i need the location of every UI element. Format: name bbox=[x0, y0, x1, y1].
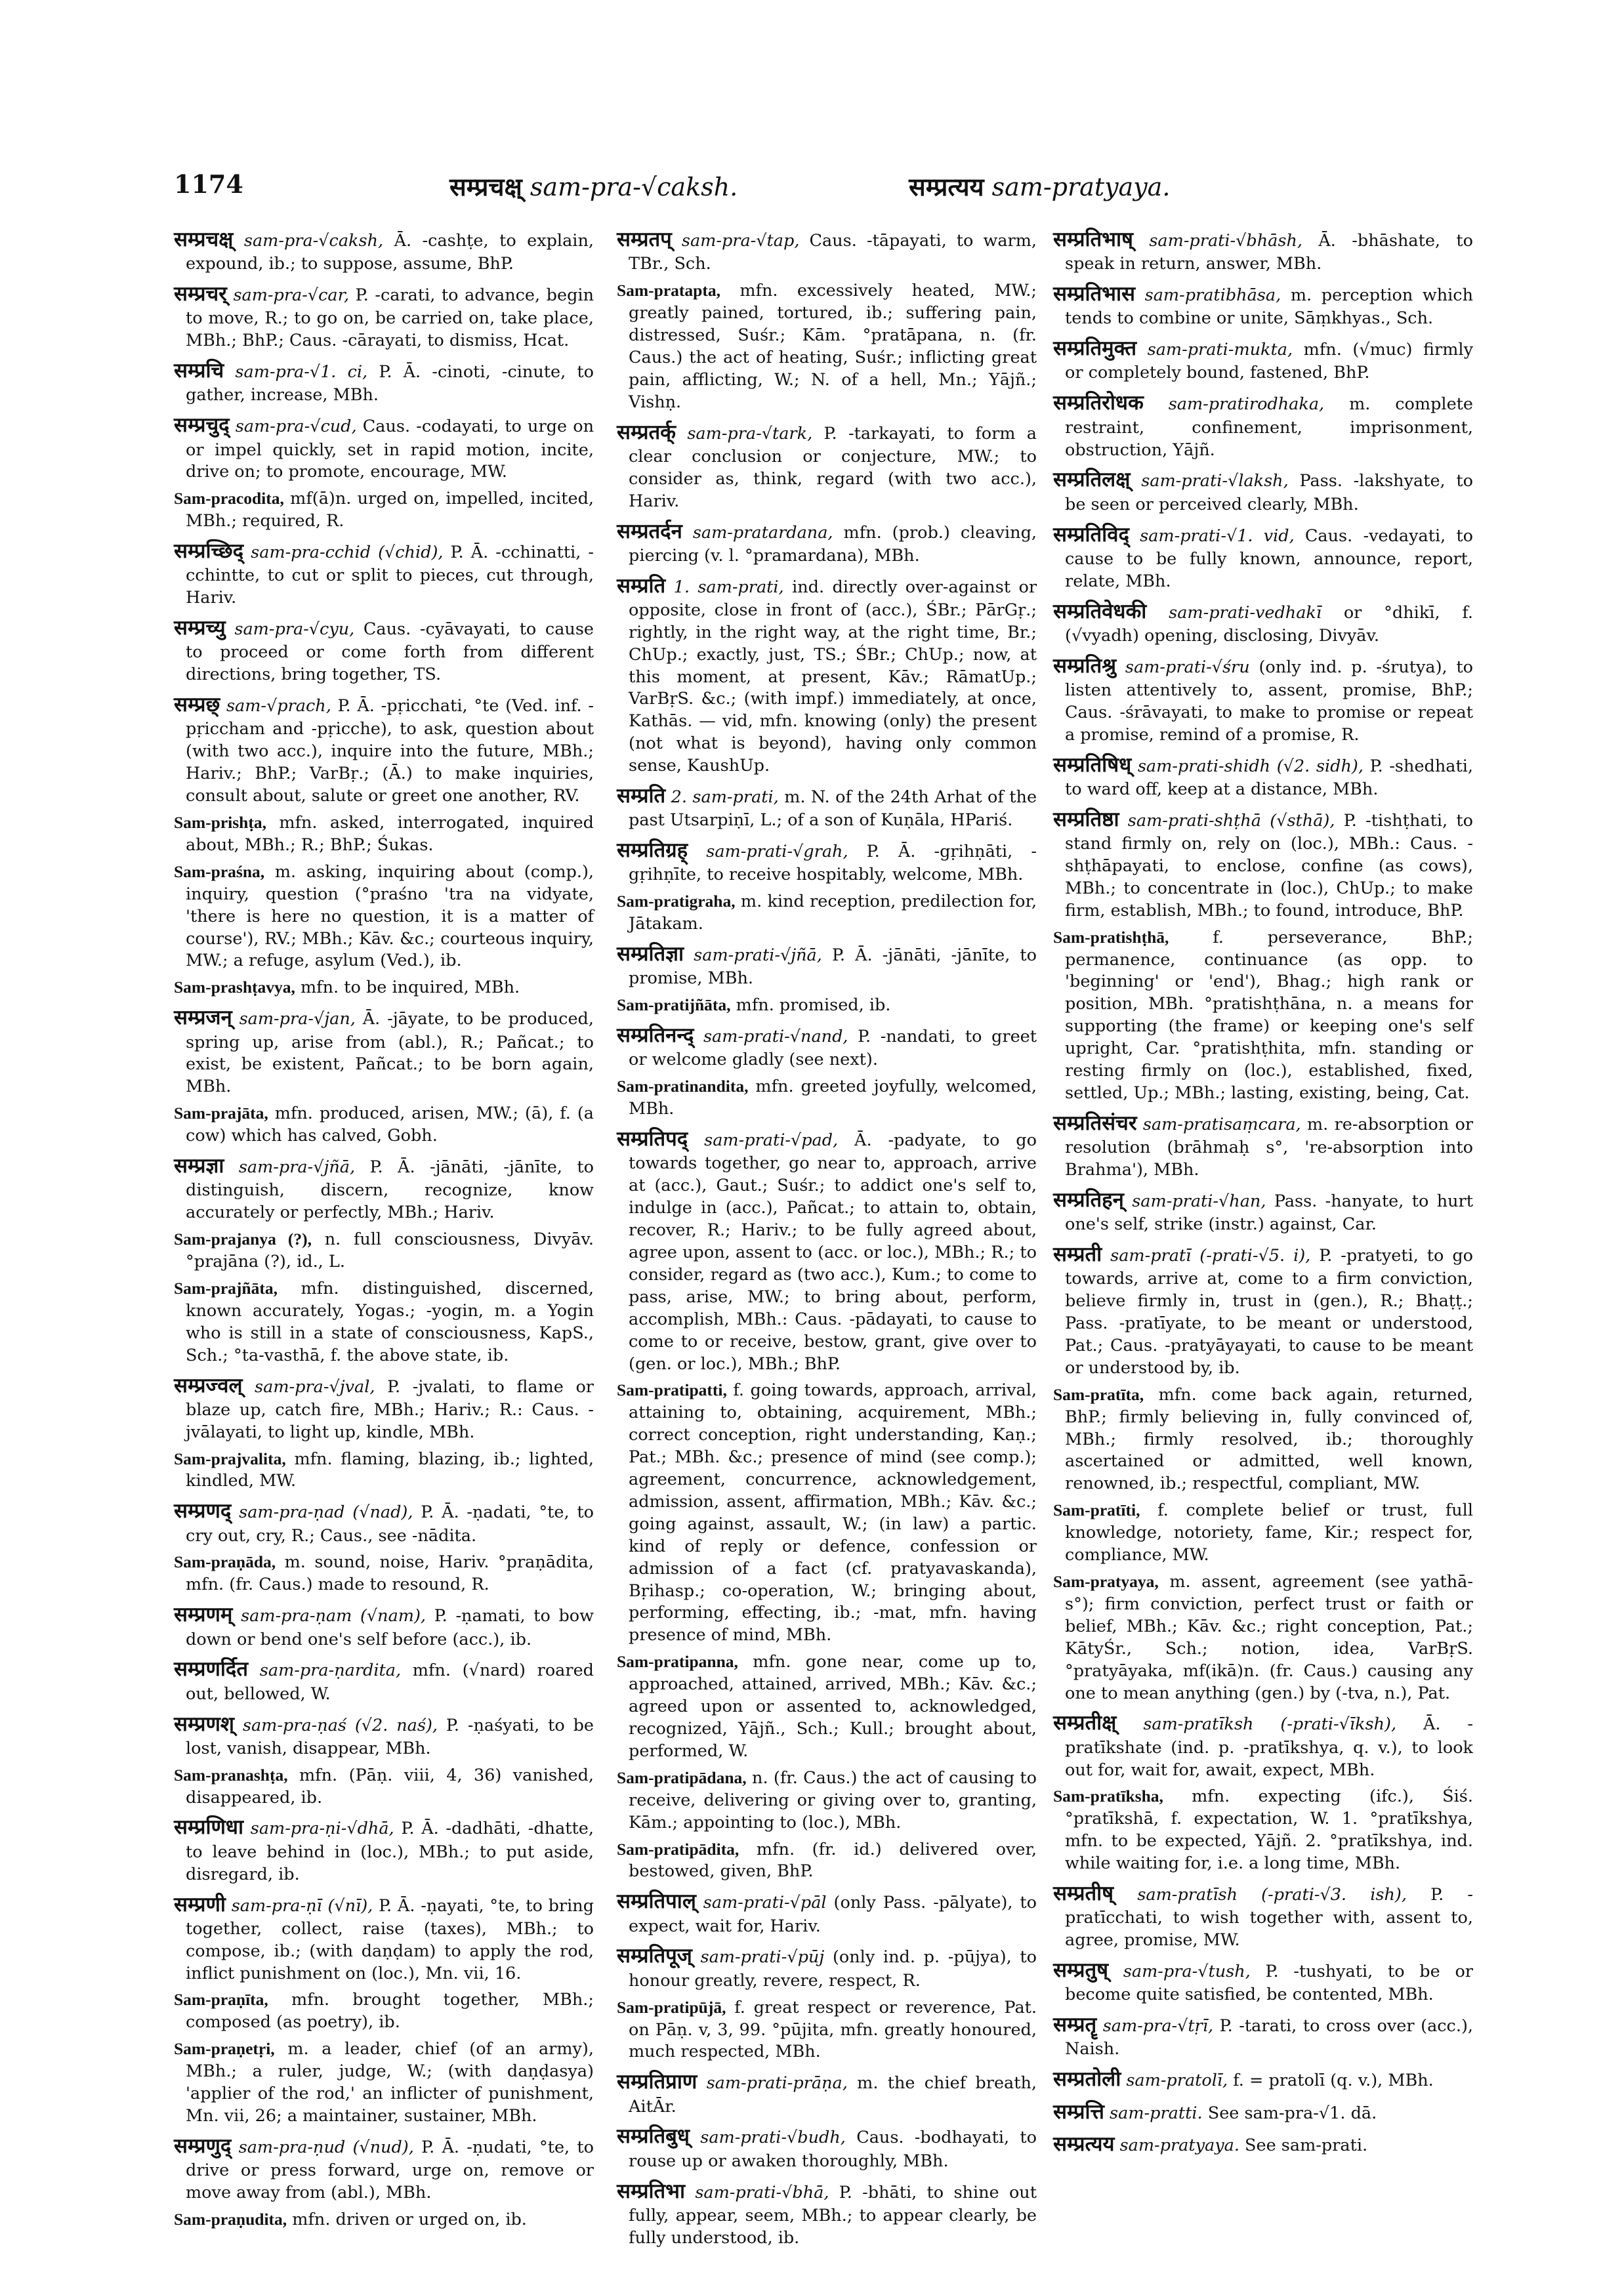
entry-definition: P. -ṇamati, to bow down or bend one's self before (acc.), ib. bbox=[186, 1606, 594, 1649]
entry-definition: P. Ā. -ṇudati, °te, to drive or press forward, urge on, remove or move away from (abl.), MBh. bbox=[186, 2137, 594, 2202]
entry-definition: Pass. -lakshyate, to be seen or perceived clearly, MBh. bbox=[1065, 471, 1474, 514]
dictionary-entry bbox=[174, 1498, 594, 1547]
headword-transliteration: sam-pratyaya. bbox=[1119, 2135, 1239, 2155]
subentry-headword: Sam-pratigraha, bbox=[617, 892, 736, 911]
headword-devanagari: सम्प्रजन् bbox=[174, 1006, 232, 1030]
subentry-headword: Sam-pratipādita, bbox=[617, 1839, 739, 1859]
dictionary-entry bbox=[174, 1656, 594, 1705]
dictionary-entry bbox=[617, 941, 1037, 990]
headword-devanagari: सम्प्रचुद् bbox=[174, 413, 230, 438]
entry-definition: mfn. promised, ib. bbox=[736, 995, 891, 1016]
entry-definition: P. Ā. -ṇadati, °te, to cry out, cry, R.; Caus., see -nādita. bbox=[186, 1502, 594, 1546]
headword-devanagari: सम्प्रच्छिद् bbox=[174, 539, 244, 564]
dictionary-entry bbox=[1053, 1499, 1473, 1567]
dictionary-entry bbox=[174, 1764, 594, 1809]
entry-definition: P. Ā. -ṇayati, °te, to bring together, collect, raise (taxes), MBh.; to compose, ib.; (with daṇḍam) to apply the rod, inflict punishment on (loc.), Mn. vii, 16. bbox=[186, 1895, 594, 1983]
dictionary-entry bbox=[1053, 281, 1473, 330]
headword-transliteration: sam-pra-√jval, bbox=[255, 1376, 375, 1397]
subentry-headword: Sam-pratipūjā, bbox=[617, 1997, 726, 2017]
headword-devanagari: सम्प्रणी bbox=[174, 1892, 226, 1916]
left-head-devanagari: सम्प्रचक्ष् bbox=[449, 173, 522, 201]
dictionary-entry bbox=[1053, 522, 1473, 593]
dictionary-entry bbox=[1053, 226, 1473, 276]
dictionary-entry bbox=[617, 1651, 1037, 1763]
entry-definition: Pass. -hanyate, to hurt one's self, strike (instr.) against, Car. bbox=[1065, 1191, 1473, 1235]
entry-definition: m. the chief breath, AitĀr. bbox=[629, 2073, 1037, 2117]
headword-transliteration: sam-pra-√caksh, bbox=[243, 231, 384, 251]
headword-transliteration: sam-pratibhāsa, bbox=[1144, 285, 1281, 306]
dictionary-entry bbox=[174, 1004, 594, 1098]
headword-devanagari: सम्प्रचक्ष् bbox=[174, 228, 234, 251]
page-number: 1174 bbox=[174, 169, 243, 199]
dictionary-entry bbox=[1053, 2099, 1473, 2126]
entry-definition: Ā. -bhāshate, to speak in return, answer, MBh. bbox=[1065, 231, 1474, 274]
headword-devanagari: सम्प्रतिपाल् bbox=[617, 1890, 696, 1914]
dictionary-entry bbox=[617, 518, 1037, 568]
headword-transliteration: sam-prati-√1. vid, bbox=[1140, 526, 1295, 546]
headword-transliteration: sam-pra-cchid (√chid), bbox=[251, 543, 444, 563]
headword-devanagari: सम्प्रतिभास bbox=[1053, 282, 1135, 306]
headword-transliteration: sam-pra-√cyu, bbox=[234, 619, 355, 640]
entry-definition: m. asking, inquiring about (comp.), inquiry, question (°praśno 'tra na vidyate, 'there is here no question, it is a matter of course'), RV.; MBh.; Kāv. &c.; courteous inquiry, MW.; a refuge, asylum (Ved.), ib. bbox=[186, 861, 594, 971]
headword-transliteration: sam-pratī (-prati-√5. i), bbox=[1110, 1246, 1311, 1266]
subentry-headword: Sam-prajanya (?), bbox=[174, 1230, 312, 1249]
subentry-headword: Sam-prishṭa, bbox=[174, 813, 266, 833]
headword-devanagari: सम्प्रणद् bbox=[174, 1499, 232, 1523]
entry-definition: Ā. -cashṭe, to explain, expound, ib.; to suppose, assume, BhP. bbox=[186, 231, 594, 274]
entry-definition: P. -tushyati, to be or become quite satisfied, be contented, MBh. bbox=[1065, 1962, 1473, 2005]
entry-definition: mfn. asked, interrogated, inquired about, MBh.; R.; BhP.; Śukas. bbox=[186, 813, 594, 855]
headword-devanagari: सम्प्रछ् bbox=[174, 693, 220, 717]
entry-definition: ind. directly over-against or opposite, close in front of (acc.), ŚBr.; PārGṛ.; rightly, in the right way, at the right time, Br.; ChUp.; exactly, just, TS.; ŚBr.; ChUp.; now, at this moment, at present, Kāv.; RāmatUp.; VarBṛS. &c.; (with impf.) immediately, at once, Kathās. — vid, mfn. knowing (only) the present (not what is beyond), having only common sense, KaushUp. bbox=[629, 577, 1037, 776]
entry-definition: mfn. expecting (ifc.), Śiś. °pratīkshā, f. expectation, W. 1. °pratīkshya, mfn. to be expected, Yājñ. 2. °pratīkshya, ind. while waiting for, i.e. a long time, MBh. bbox=[1065, 1787, 1473, 1874]
entry-definition: or °dhikī, f. (√vyadh) opening, disclosing, Divyāv. bbox=[1065, 602, 1473, 646]
dictionary-entry bbox=[617, 2178, 1037, 2250]
dictionary-entry bbox=[174, 1551, 594, 1596]
subentry-headword: Sam-prajāta, bbox=[174, 1104, 268, 1123]
dictionary-entry bbox=[617, 890, 1037, 936]
entry-definition: f. going towards, approach, arrival, attaining to, obtaining, acquirement, MBh.; correct conception, right understanding, Kaṇ.; Pat.; MBh. &c.; presence of mind (see comp.); agreement, concurrence, acknowledgement, admission, assent, affirmation, MBh.; Kāv. &c.; going against, assault, W.; (in law) a partic. kind of reply or defence, confession or admission of a fact (cf. pratyavaskanda), Bṛihasp.; co-operation, W.; bringing about, performing, effecting, ib.; -mat, mfn. having presence of mind, MBh. bbox=[629, 1380, 1037, 1645]
headword-transliteration: sam-prati-√pāl bbox=[703, 1893, 827, 1913]
headword-transliteration: sam-prati-√han, bbox=[1132, 1191, 1266, 1211]
dictionary-entry bbox=[617, 1996, 1037, 2064]
headword-transliteration: 1. sam-prati, bbox=[673, 577, 784, 597]
subentry-headword: Sam-praṇetṛi, bbox=[174, 2039, 275, 2059]
dictionary-entry bbox=[174, 2038, 594, 2128]
dictionary-entry bbox=[617, 1838, 1037, 1884]
entry-definition: (only Pass. -pālyate), to expect, wait for, Hariv. bbox=[629, 1893, 1037, 1936]
entry-definition: See sam-pra-√1. dā. bbox=[1207, 2103, 1377, 2123]
dictionary-entry bbox=[1053, 806, 1473, 922]
entry-definition: Ā. -padyate, to go towards together, go near to, approach, arrive at (acc.), Gaut.; Suśr.; to addict one's self to, indulge in (acc.), Pañcat.; to attain to, obtain, recover, R.; Hariv.; to be fully agreed about, agree upon, assent to (acc. or loc.), MBh.; R.; to consider, regard as (two acc.), Kum.; to come to pass, arise, MW.; to bring about, perform, accomplish, MBh.: Caus. -pādayati, to cause to come to or receive, bestow, grant, give over to (gen. or loc.), MBh.; BhP. bbox=[629, 1130, 1037, 1374]
entry-definition: m. perception which tends to combine or unite, Sāṃkhyas., Sch. bbox=[1065, 285, 1474, 329]
column-1 bbox=[174, 226, 594, 2227]
entry-definition: mfn. distinguished, discerned, known accurately, Yogas.; -yogin, m. a Yogin who is still in a state of consciousness, KapS., Sch.; °ta-vasthā, f. the above state, ib. bbox=[186, 1278, 594, 1365]
headword-devanagari: सम्प्रचर् bbox=[174, 282, 227, 306]
subentry-headword: Sam-pratīksha, bbox=[1053, 1787, 1163, 1806]
dictionary-entry bbox=[617, 1075, 1037, 1121]
headword-transliteration: sam-pratīksh (-prati-√īksh), bbox=[1143, 1714, 1397, 1735]
entry-definition: f. = pratolī (q. v.), MBh. bbox=[1233, 2071, 1434, 2091]
dictionary-entry bbox=[174, 1228, 594, 1273]
headword-transliteration: sam-pra-ṇad (√nad), bbox=[239, 1502, 413, 1523]
headword-devanagari: सम्प्रतिज्ञा bbox=[617, 942, 684, 966]
entry-definition: m. assent, agreement (see yathā-s°); firm conviction, perfect trust or faith or belief, MBh.; Kāv. &c.; right conception, Pat.; KātyŚr., Sch.; notion, idea, VarBṛS. °pratyāyaka, mf(ikā)n. (fr. Caus.) causing any one to mean anything (gen.) by (-tva, n.), Pat. bbox=[1065, 1572, 1474, 1703]
entry-definition: P. Ā. -dadhāti, -dhatte, to leave behind in (loc.), MBh.; to put aside, disregard, ib. bbox=[186, 1819, 594, 1884]
headword-transliteration: sam-pra-√jan, bbox=[239, 1009, 356, 1029]
subentry-headword: Sam-pratipanna, bbox=[617, 1652, 738, 1672]
dictionary-entry bbox=[617, 419, 1037, 513]
dictionary-entry bbox=[174, 2133, 594, 2204]
headword-devanagari: सम्प्रतॄ bbox=[1053, 2013, 1097, 2037]
dictionary-entry bbox=[1053, 1880, 1473, 1952]
headword-devanagari: सम्प्रती bbox=[1053, 1243, 1102, 1266]
headword-transliteration: sam-pratolī, bbox=[1126, 2071, 1228, 2091]
dictionary-entry bbox=[617, 1379, 1037, 1647]
dictionary-entry bbox=[174, 1448, 594, 1493]
dictionary-entry bbox=[617, 1943, 1037, 1992]
headword-devanagari: सम्प्रतीक्ष् bbox=[1053, 1711, 1117, 1735]
dictionary-entry bbox=[174, 226, 594, 276]
headword-transliteration: sam-prati-√laksh, bbox=[1141, 471, 1289, 491]
subentry-headword: Sam-praṇudita, bbox=[174, 2209, 287, 2229]
subentry-headword: Sam-praśna, bbox=[174, 861, 265, 881]
headword-devanagari: सम्प्रतिभा bbox=[617, 2179, 686, 2203]
dictionary-entry bbox=[617, 1888, 1037, 1937]
headword-transliteration: sam-√prach, bbox=[226, 696, 331, 716]
headword-transliteration: sam-pratirodhaka, bbox=[1168, 394, 1325, 415]
headword-transliteration: sam-prati-√grah, bbox=[706, 842, 848, 862]
headword-devanagari: सम्प्रति bbox=[617, 784, 666, 808]
headword-devanagari: सम्प्रणर्दित bbox=[174, 1657, 249, 1682]
entry-definition: mfn. flaming, blazing, ib.; lighted, kindled, MW. bbox=[186, 1449, 594, 1491]
headword-devanagari: सम्प्रतर्दन bbox=[617, 519, 682, 543]
entry-definition: n. (fr. Caus.) the act of causing to receive, delivering or giving over to, granting, Kām.; appointing to (loc.), MBh. bbox=[629, 1768, 1037, 1832]
headword-devanagari: सम्प्रतिहन् bbox=[1053, 1188, 1124, 1212]
headword-transliteration: sam-prati-√jñā, bbox=[694, 945, 822, 966]
entry-definition: mfn. driven or urged on, ib. bbox=[292, 2209, 527, 2229]
dictionary-entry bbox=[174, 1277, 594, 1367]
headword-devanagari: सम्प्रतिप्राण bbox=[617, 2070, 697, 2094]
headword-devanagari: सम्प्रतिपूज् bbox=[617, 1944, 692, 1968]
headword-transliteration: sam-pra-√jñā, bbox=[238, 1157, 356, 1178]
entry-definition: P. Ā. -cinoti, -cinute, to gather, increase, MBh. bbox=[186, 362, 594, 405]
subentry-headword: Sam-pratishṭhā, bbox=[1053, 927, 1169, 947]
subentry-headword: Sam-pratīta, bbox=[1053, 1384, 1144, 1404]
dictionary-entry bbox=[1053, 598, 1473, 648]
entry-definition: P. -jvalati, to flame or blaze up, catch fire, MBh.; Hariv.; R.: Caus. -jvālayati, to light up, kindle, MBh. bbox=[186, 1376, 594, 1442]
dictionary-entry bbox=[174, 615, 594, 686]
headword-transliteration: sam-pra-√1. ci, bbox=[235, 362, 368, 382]
headword-transliteration: sam-pra-√car, bbox=[233, 285, 350, 306]
subentry-headword: Sam-praṇīta, bbox=[174, 1990, 268, 2010]
headword-transliteration: sam-prati-√budh, bbox=[700, 2128, 846, 2148]
dictionary-entry bbox=[617, 1022, 1037, 1071]
dictionary-entry bbox=[1053, 2066, 1473, 2093]
entry-definition: P. Ā. -cchinatti, -cchintte, to cut or split to pieces, cut through, Hariv. bbox=[186, 543, 594, 608]
headword-devanagari: सम्प्रतिष्ठा bbox=[1053, 807, 1119, 831]
headword-devanagari: सम्प्रतीष् bbox=[1053, 1882, 1114, 1906]
headword-devanagari: सम्प्रतिवेधकी bbox=[1053, 599, 1147, 623]
entry-definition: mfn. (√muc) firmly or completely bound, fastened, BhP. bbox=[1065, 340, 1473, 383]
entry-definition: P. Ā. -jānāti, -jānīte, to distinguish, discern, recognize, know accurately or perfectly, MBh.; Hariv. bbox=[186, 1157, 594, 1223]
headword-devanagari: सम्प्रतिरोधक bbox=[1053, 391, 1144, 415]
headword-transliteration: sam-pra-√tap, bbox=[681, 231, 800, 251]
entry-definition: Caus. -codayati, to urge on or impel quickly, set in rapid motion, incite, drive on; to promote, encourage, MW. bbox=[186, 417, 594, 482]
headword-devanagari: सम्प्रणम् bbox=[174, 1603, 233, 1627]
dictionary-entry bbox=[1053, 653, 1473, 747]
entry-definition: m. a leader, chief (of an army), MBh.; a ruler, judge, W.; (with daṇḍasya) 'applier of the rod,' an inflicter of punishment, Mn. vii, 26; a maintainer, sustainer, MBh. bbox=[186, 2039, 594, 2126]
subentry-headword: Sam-pranashṭa, bbox=[174, 1765, 288, 1785]
headword-devanagari: सम्प्रतिबुध् bbox=[617, 2124, 690, 2149]
entry-definition: m. re-absorption or resolution (brāhmaḥ s°, 're-absorption into Brahma'), MBh. bbox=[1065, 1114, 1474, 1180]
headword-transliteration: sam-pratti. bbox=[1110, 2103, 1203, 2123]
dictionary-entry bbox=[1053, 1957, 1473, 2006]
dictionary-entry bbox=[617, 279, 1037, 413]
entry-definition: Ā. -pratīkshate (ind. p. -pratīkshya, q. v.), to look out for, wait for, await, expect, MBh. bbox=[1065, 1714, 1474, 1780]
headword-transliteration: sam-pratīsh (-prati-√3. ish), bbox=[1137, 1885, 1407, 1905]
dictionary-entry bbox=[1053, 1110, 1473, 1182]
headword-transliteration: sam-pra-ṇardita, bbox=[259, 1661, 402, 1681]
left-head-transliteration: sam-pra-√caksh. bbox=[530, 173, 738, 201]
entry-definition: mfn. brought together, MBh.; composed (as poetry), ib. bbox=[186, 1990, 594, 2033]
dictionary-entry bbox=[174, 1892, 594, 1985]
headword-transliteration: sam-pra-ṇud (√nud), bbox=[238, 2137, 414, 2157]
headword-devanagari: सम्प्रज्ञा bbox=[174, 1154, 224, 1178]
headword-devanagari: सम्प्रतप् bbox=[617, 228, 672, 251]
entry-definition: mfn. produced, arisen, MW.; (ā), f. (a cow) which has calved, Gobh. bbox=[186, 1104, 594, 1146]
entry-definition: m. N. of the 24th Arhat of the past Utsarpiṇī, L.; of a son of Kuṇāla, HPariś. bbox=[629, 787, 1037, 831]
entry-definition: f. perseverance, BhP.; permanence, continuance (as opp. to 'beginning' or 'end'), Bhag.; high rank or position, MBh. °pratishṭhāna, n. a means for supporting (the frame) or keeping one's self upright, Car. °pratishṭhita, mfn. standing or resting firmly on (loc.), established, fixed, settled, Up.; MBh.; lasting, existing, being, Cat. bbox=[1065, 927, 1473, 1103]
dictionary-entry bbox=[1053, 1785, 1473, 1875]
dictionary-entry bbox=[1053, 1187, 1473, 1236]
entry-definition: m. kind reception, predilection for, Jātakam. bbox=[629, 892, 1037, 934]
subentry-headword: Sam-pratinandita, bbox=[617, 1077, 749, 1096]
dictionary-entry bbox=[617, 837, 1037, 886]
headword-devanagari: सम्प्रतिविद् bbox=[1053, 522, 1129, 547]
subentry-headword: Sam-prashṭavya, bbox=[174, 978, 295, 997]
headword-transliteration: sam-pra-√tush, bbox=[1123, 1962, 1251, 1982]
headword-transliteration: sam-pra-√cud, bbox=[235, 417, 357, 437]
dictionary-entry bbox=[1053, 752, 1473, 801]
dictionary-entry bbox=[174, 1711, 594, 1760]
headword-devanagari: सम्प्रतिपद् bbox=[617, 1127, 688, 1151]
entry-definition: f. complete belief or trust, full knowledge, notoriety, fame, Kir.; respect for, compliance, MW. bbox=[1065, 1500, 1473, 1565]
dictionary-entry bbox=[174, 538, 594, 610]
dictionary-entry bbox=[174, 861, 594, 973]
entry-definition: P. -nandati, to greet or welcome gladly (see next). bbox=[629, 1027, 1037, 1070]
dictionary-entry bbox=[174, 1814, 594, 1886]
headword-devanagari: सम्प्रतुष् bbox=[1053, 1958, 1109, 1983]
headword-devanagari: सम्प्रज्वल् bbox=[174, 1373, 243, 1397]
entry-definition: mfn. greeted joyfully, welcomed, MBh. bbox=[629, 1077, 1037, 1119]
page-header bbox=[174, 169, 1460, 209]
dictionary-entry bbox=[174, 976, 594, 999]
entry-definition: P. -tishṭhati, to stand firmly on, rely on (loc.), MBh.: Caus. -shṭhāpayati, to enclose, confine (as cows), MBh.; to concentrate in (loc.), ChUp.; to make firm, establish, MBh.; to found, introduce, BhP. bbox=[1065, 810, 1473, 920]
column-2 bbox=[617, 226, 1037, 2248]
dictionary-entry bbox=[1053, 2131, 1473, 2158]
entry-definition: f. great respect or reverence, Pat. on Pāṇ. v, 3, 99. °pūjita, mfn. greatly honoured, much respected, MBh. bbox=[629, 1997, 1037, 2062]
headword-devanagari: सम्प्रतिसंचर bbox=[1053, 1111, 1137, 1135]
entry-definition: See sam-prati. bbox=[1245, 2135, 1368, 2155]
headword-transliteration: sam-pra-ṇī (√nī), bbox=[231, 1895, 373, 1916]
headword-transliteration: sam-prati-√śru bbox=[1125, 657, 1250, 677]
dictionary-entry bbox=[1053, 1571, 1473, 1705]
headword-transliteration: sam-pra-√tark, bbox=[687, 423, 813, 444]
entry-definition: Caus. -cyāvayati, to cause to proceed or come forth from different directions, bring together, TS. bbox=[186, 619, 594, 685]
headword-devanagari: सम्प्रच्यु bbox=[174, 616, 226, 640]
headword-transliteration: sam-pra-√tṛī, bbox=[1102, 2016, 1214, 2037]
subentry-headword: Sam-pracodita, bbox=[174, 489, 284, 508]
entry-definition: mf(ā)n. urged on, impelled, incited, MBh.; required, R. bbox=[186, 489, 594, 531]
headword-transliteration: sam-prati-√nand, bbox=[703, 1027, 848, 1047]
headword-devanagari: सम्प्रतिग्रह् bbox=[617, 838, 688, 863]
dictionary-entry bbox=[617, 573, 1037, 777]
headword-devanagari: सम्प्रतर्क् bbox=[617, 420, 676, 444]
entry-definition: (only ind. p. -pūjya), to honour greatly, revere, respect, R. bbox=[629, 1947, 1037, 1991]
entry-definition: P. -tarkayati, to form a clear conclusion or conjecture, MW.; to consider as, think, regard (with two acc.), Hariv. bbox=[629, 423, 1037, 511]
headword-transliteration: sam-prati-√pūj bbox=[700, 1947, 825, 1968]
right-head-devanagari: सम्प्रत्यय bbox=[909, 173, 984, 201]
entry-definition: mfn. excessively heated, MW.; greatly pained, tortured, ib.; suffering pain, distressed, Suśr.; Kām. °pratāpana, n. (fr. Caus.) the act of heating, Suśr.; inflicting great pain, afflicting, W.; N. of a hell, Mn.; Yājñ.; Vishṇ. bbox=[629, 281, 1037, 412]
entry-definition: P. -pratīcchati, to wish together with, assent to, agree, promise, MW. bbox=[1065, 1885, 1473, 1951]
entry-definition: mfn. (prob.) cleaving, piercing (v. l. °pramardana), MBh. bbox=[629, 522, 1037, 566]
dictionary-entry bbox=[1053, 335, 1473, 384]
entry-definition: mfn. (fr. id.) delivered over, bestowed, given, BhP. bbox=[629, 1839, 1037, 1882]
entry-definition: Caus. -vedayati, to cause to be fully known, announce, report, relate, MBh. bbox=[1065, 526, 1473, 591]
right-running-head bbox=[909, 169, 1170, 203]
entry-definition: P. Ā. -jānāti, -jānīte, to promise, MBh. bbox=[629, 945, 1037, 989]
subentry-headword: Sam-pratijñāta, bbox=[617, 995, 731, 1015]
entry-definition: P. -bhāti, to shine out fully, appear, seem, MBh.; to appear clearly, be fully understood, ib. bbox=[629, 2182, 1037, 2248]
headword-transliteration: sam-prati-√bhāsh, bbox=[1149, 231, 1302, 251]
entry-definition: P. -pratyeti, to go towards, arrive at, come to a firm conviction, believe firmly in, trust in (gen.), R.; Bhaṭṭ.; Pass. -pratīyate, to be meant or understood, Pat.; Caus. -pratyāyayati, to cause to be meant or understood by, ib. bbox=[1065, 1246, 1473, 1378]
dictionary-entry bbox=[174, 358, 594, 407]
dictionary-entry bbox=[1053, 2012, 1473, 2061]
dictionary-entry bbox=[1053, 466, 1473, 516]
headword-transliteration: sam-prati-prāṇa, bbox=[706, 2073, 848, 2094]
left-running-head bbox=[449, 169, 738, 203]
subentry-headword: Sam-pratyaya, bbox=[1053, 1572, 1159, 1591]
headword-transliteration: sam-prati-shṭhā (√sthā), bbox=[1127, 810, 1335, 831]
entry-definition: P. Ā. -pṛicchati, °te (Ved. inf. -pṛiccham and -pṛicche), to ask, question about (with two acc.), inquire into the future, MBh.; Hariv.; BhP.; VarBṛ.; (Ā.) to make inquiries, consult about, salute or greet one another, RV. bbox=[186, 696, 594, 806]
headword-devanagari: सम्प्रतिश्रु bbox=[1053, 653, 1117, 678]
dictionary-entry bbox=[174, 1153, 594, 1224]
entry-definition: mfn. to be inquired, MBh. bbox=[301, 978, 520, 998]
entry-definition: Ā. -jāyate, to be produced, spring up, arise from (abl.), R.; Pañcat.; to exist, be existent, Pañcat.; to be born again, MBh. bbox=[186, 1009, 594, 1097]
dictionary-entry bbox=[174, 412, 594, 484]
dictionary-entry bbox=[174, 2208, 594, 2231]
dictionary-entry bbox=[617, 2069, 1037, 2118]
dictionary-entry bbox=[174, 1602, 594, 1651]
subentry-headword: Sam-pratipādana, bbox=[617, 1768, 747, 1787]
headword-devanagari: सम्प्रचि bbox=[174, 359, 224, 383]
entry-definition: P. -carati, to advance, begin to move, R.; to go on, be carried on, take place, MBh.; BhP.; Caus. -cārayati, to dismiss, Hcat. bbox=[186, 285, 594, 351]
headword-transliteration: sam-pratisaṃcara, bbox=[1142, 1114, 1301, 1134]
right-head-transliteration: sam-pratyaya. bbox=[991, 173, 1171, 201]
dictionary-entry bbox=[617, 994, 1037, 1017]
dictionary-entry bbox=[1053, 1241, 1473, 1380]
headword-transliteration: sam-prati-vedhakī bbox=[1169, 602, 1322, 623]
entry-definition: (only ind. p. -śrutya), to listen attentively to, assent, promise, BhP.; Caus. -śrāvayati, to make to promise or repeat a promise, remind of a promise, R. bbox=[1065, 657, 1474, 745]
dictionary-entry bbox=[174, 1373, 594, 1444]
dictionary-entry bbox=[174, 1989, 594, 2034]
entry-definition: mfn. come back again, returned, BhP.; firmly believing in, fully convinced of, MBh.; firmly resolved, ib.; thoroughly ascertained or admitted, well known, renowned, ib.; respectful, compliant, MW. bbox=[1065, 1384, 1474, 1494]
headword-transliteration: sam-pratardana, bbox=[692, 522, 833, 543]
headword-devanagari: सम्प्रत्यय bbox=[1053, 2132, 1115, 2156]
entry-definition: P. -shedhati, to ward off, keep at a distance, MBh. bbox=[1065, 756, 1473, 799]
headword-transliteration: 2. sam-prati, bbox=[671, 787, 779, 808]
entry-definition: mfn. (Pāṇ. viii, 4, 36) vanished, disappeared, ib. bbox=[186, 1765, 594, 1808]
dictionary-entry bbox=[174, 812, 594, 857]
entry-definition: m. sound, noise, Hariv. °praṇādita, mfn. (fr. Caus.) made to resound, R. bbox=[186, 1552, 594, 1595]
entry-definition: m. complete restraint, confinement, imprisonment, obstruction, Yājñ. bbox=[1065, 394, 1473, 460]
dictionary-entry bbox=[617, 1126, 1037, 1375]
headword-transliteration: sam-prati-shidh (√2. sidh), bbox=[1137, 756, 1364, 776]
dictionary-entry bbox=[617, 783, 1037, 832]
headword-transliteration: sam-pra-ṇi-√dhā, bbox=[250, 1819, 394, 1839]
dictionary-entry bbox=[617, 2123, 1037, 2172]
headword-devanagari: सम्प्रतिमुक्त bbox=[1053, 337, 1137, 361]
headword-devanagari: सम्प्रतोली bbox=[1053, 2067, 1121, 2092]
headword-devanagari: सम्प्रत्ति bbox=[1053, 2099, 1104, 2124]
subentry-headword: Sam-pratipatti, bbox=[617, 1380, 727, 1400]
headword-transliteration: sam-prati-√pad, bbox=[704, 1130, 839, 1151]
entry-definition: P. -tarati, to cross over (acc.), Naish. bbox=[1065, 2016, 1474, 2059]
headword-transliteration: sam-pra-ṇaś (√2. naś), bbox=[242, 1715, 438, 1735]
dictionary-entry bbox=[617, 226, 1037, 276]
entry-definition: P. -ṇaśyati, to be lost, vanish, disappear, MBh. bbox=[186, 1715, 594, 1758]
headword-devanagari: सम्प्रतिभाष् bbox=[1053, 228, 1133, 251]
entry-definition: mfn. (√nard) roared out, bellowed, W. bbox=[186, 1661, 594, 1704]
subentry-headword: Sam-prajvalita, bbox=[174, 1449, 286, 1468]
dictionary-entry bbox=[1053, 390, 1473, 461]
entry-definition: Caus. -bodhayati, to rouse up or awaken thoroughly, MBh. bbox=[629, 2128, 1037, 2171]
dictionary-entry bbox=[174, 487, 594, 533]
dictionary-entry bbox=[1053, 1710, 1473, 1781]
column-3 bbox=[1053, 226, 1473, 2227]
headword-devanagari: सम्प्रतिलक्ष् bbox=[1053, 468, 1131, 492]
subentry-headword: Sam-prajñāta, bbox=[174, 1278, 278, 1298]
headword-transliteration: sam-prati-mukta, bbox=[1147, 340, 1293, 360]
headword-devanagari: सम्प्रणश् bbox=[174, 1712, 234, 1736]
dictionary-entry bbox=[1053, 926, 1473, 1105]
entry-definition: mfn. gone near, come up to, approached, attained, arrived, MBh.; Kāv. &c.; agreed upon or assented to, acknowledged, recognized, Yājñ., Sch.; Kull.; brought about, performed, W. bbox=[629, 1652, 1037, 1761]
subentry-headword: Sam-praṇāda, bbox=[174, 1552, 276, 1572]
dictionary-entry bbox=[174, 692, 594, 808]
headword-devanagari: सम्प्रति bbox=[617, 573, 666, 598]
headword-devanagari: सम्प्रणिधा bbox=[174, 1815, 244, 1840]
headword-devanagari: सम्प्रतिनन्द् bbox=[617, 1023, 694, 1048]
headword-devanagari: सम्प्रतिषिध् bbox=[1053, 753, 1132, 777]
subentry-headword: Sam-pratapta, bbox=[617, 281, 720, 300]
headword-transliteration: sam-pra-ṇam (√nam), bbox=[241, 1606, 427, 1626]
headword-transliteration: sam-prati-√bhā, bbox=[695, 2182, 829, 2202]
subentry-headword: Sam-pratīti, bbox=[1053, 1500, 1140, 1520]
dictionary-entry bbox=[174, 281, 594, 352]
headword-devanagari: सम्प्रणुद् bbox=[174, 2134, 232, 2158]
entry-definition: n. full consciousness, Divyāv. °prajāna (?), id., L. bbox=[186, 1230, 594, 1272]
dictionary-entry bbox=[174, 1102, 594, 1148]
entry-definition: P. Ā. -gṛihṇāti, -gṛihṇīte, to receive hospitably, welcome, MBh. bbox=[629, 842, 1037, 885]
dictionary-entry bbox=[1053, 1384, 1473, 1496]
dictionary-entry bbox=[617, 1767, 1037, 1834]
entry-definition: Caus. -tāpayati, to warm, TBr., Sch. bbox=[629, 231, 1037, 274]
